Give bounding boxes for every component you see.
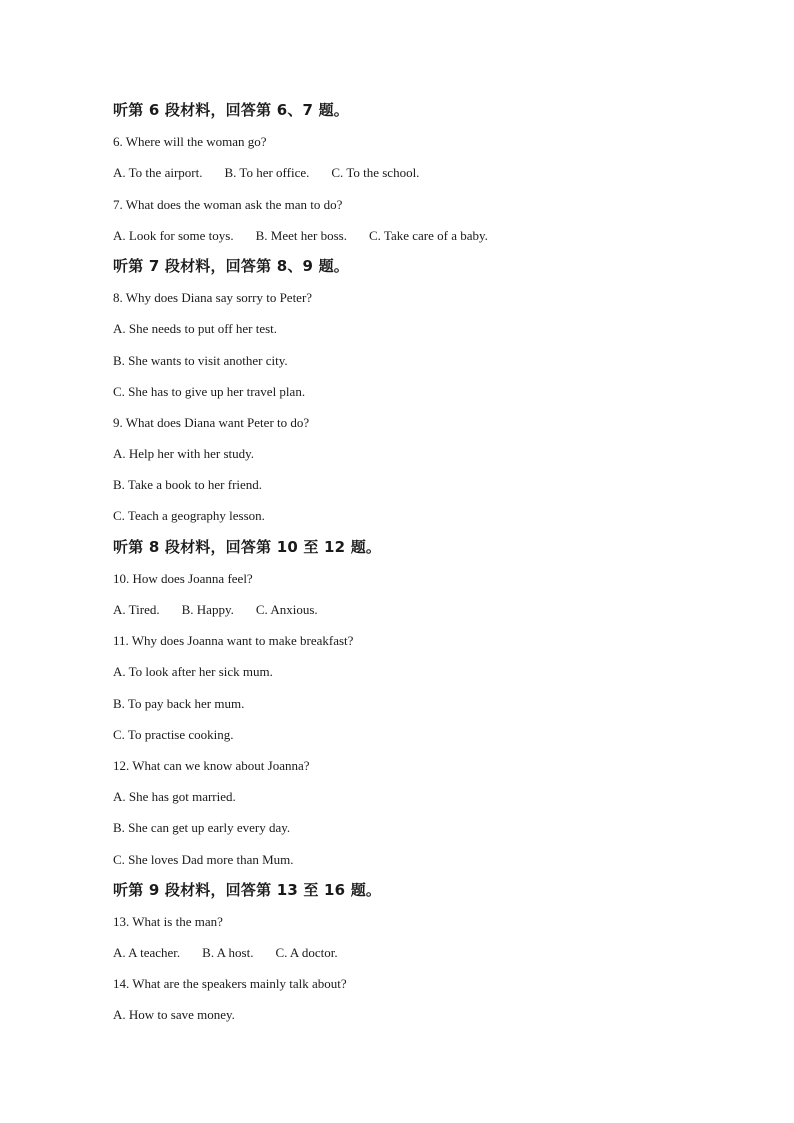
answer-options-row bbox=[113, 160, 713, 191]
answer-option: A. To the airport. bbox=[113, 165, 203, 181]
answer-option: A. She has got married. bbox=[113, 789, 236, 805]
question-text: 14. What are the speakers mainly talk about? bbox=[113, 976, 347, 992]
answer-options-row bbox=[113, 223, 713, 254]
answer-option: B. To pay back her mum. bbox=[113, 695, 245, 711]
question-text: 11. Why does Joanna want to make breakfast? bbox=[113, 633, 354, 649]
section-heading: 听第 7 段材料，回答第 8、9 题。 bbox=[113, 256, 350, 275]
answer-option: A. To look after her sick mum. bbox=[113, 664, 273, 680]
answer-option: A. She needs to put off her test. bbox=[113, 321, 278, 337]
answer-options-row bbox=[113, 940, 713, 971]
question-text: 12. What can we know about Joanna? bbox=[113, 757, 310, 773]
question-text: 9. What does Diana want Peter to do? bbox=[113, 414, 310, 430]
section-heading: 听第 9 段材料，回答第 13 至 16 题。 bbox=[113, 880, 382, 899]
answer-option: B. A host. bbox=[202, 945, 254, 961]
answer-option: A. How to save money. bbox=[113, 1007, 235, 1023]
answer-option: B. She wants to visit another city. bbox=[113, 352, 288, 368]
question-text: 13. What is the man? bbox=[113, 913, 223, 929]
question-text: 8. Why does Diana say sorry to Peter? bbox=[113, 290, 313, 306]
answer-option: A. Help her with her study. bbox=[113, 446, 255, 462]
answer-option: A. Look for some toys. bbox=[113, 227, 234, 243]
answer-option: C. A doctor. bbox=[275, 945, 338, 961]
answer-option: C. Take care of a baby. bbox=[368, 227, 488, 243]
answer-option: A. Tired. bbox=[113, 602, 160, 617]
section-heading: 听第 8 段材料，回答第 10 至 12 题。 bbox=[113, 537, 382, 556]
answer-option: C. To practise cooking. bbox=[113, 726, 234, 742]
answer-options-row bbox=[113, 597, 713, 628]
answer-option: B. She can get up early every day. bbox=[113, 820, 291, 836]
answer-option: A. A teacher. bbox=[113, 945, 181, 961]
question-text: 7. What does the woman ask the man to do? bbox=[113, 196, 343, 212]
exam-page bbox=[113, 98, 713, 1034]
question-text: 6. Where will the woman go? bbox=[113, 134, 267, 150]
question-text: 10. How does Joanna feel? bbox=[113, 570, 253, 586]
answer-option: C. To the school. bbox=[331, 165, 420, 181]
section-heading: 听第 6 段材料，回答第 6、7 题。 bbox=[113, 101, 350, 119]
answer-option: B. Happy. bbox=[181, 602, 234, 617]
answer-option: C. She loves Dad more than Mum. bbox=[113, 851, 294, 867]
answer-option: B. Meet her boss. bbox=[255, 227, 347, 243]
answer-option: B. Take a book to her friend. bbox=[113, 477, 263, 493]
answer-option: C. Anxious. bbox=[255, 602, 318, 617]
answer-option: C. She has to give up her travel plan. bbox=[113, 383, 306, 399]
answer-option: C. Teach a geography lesson. bbox=[113, 508, 265, 524]
answer-option: B. To her office. bbox=[224, 165, 310, 181]
